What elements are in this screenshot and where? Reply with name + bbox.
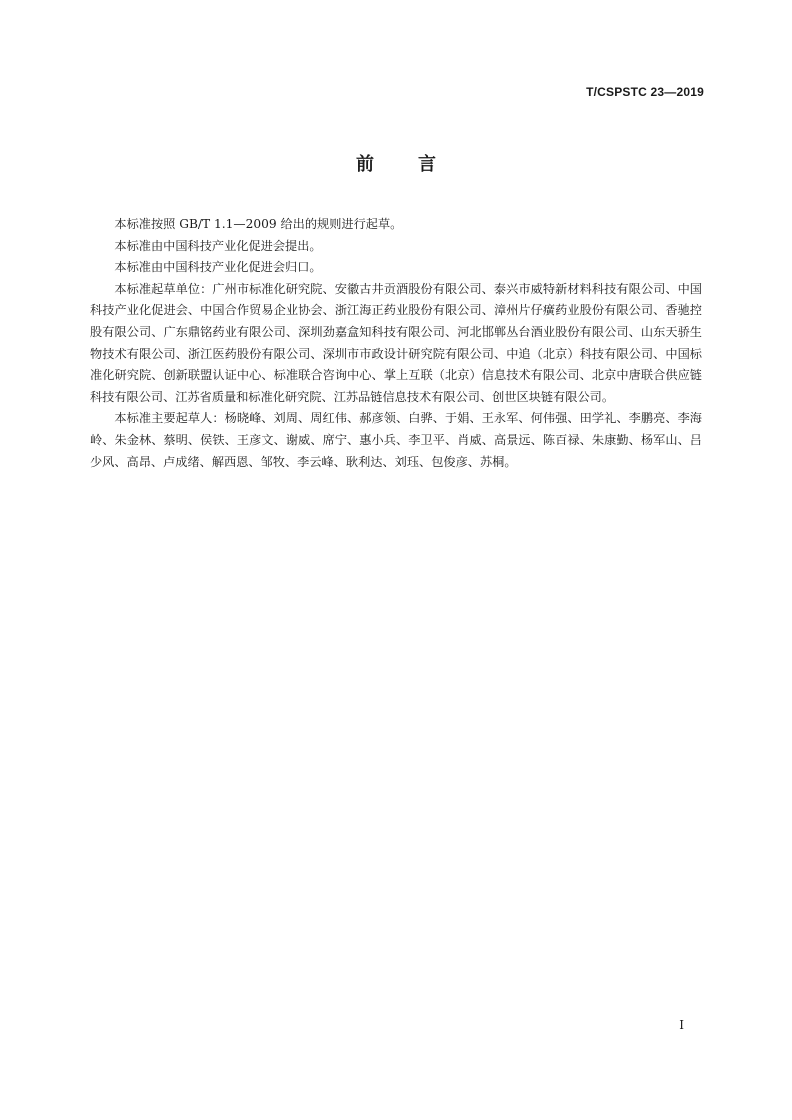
paragraph-main-drafters: 本标准主要起草人：杨晓峰、刘周、周红伟、郝彦领、白骅、于娟、王永军、何伟强、田学礼、李鹏亮、李海岭、朱金林、蔡明、侯铁、王彦文、谢威、席宁、惠小兵、李卫平、肖威、高景远、陈百禄、朱康勤、杨军山、吕少风、高昂、卢成绪、解西恩、邹牧、李云峰、耿利达、刘珏、包俊彦、苏桐。 <box>90 411 702 469</box>
paragraph-proposer: 本标准由中国科技产业化促进会提出。 <box>114 238 322 253</box>
page-title-char-1: 前 <box>356 154 374 175</box>
page-title <box>0 150 792 176</box>
standard-code: T/CSPSTC 23—2019 <box>586 85 704 99</box>
paragraph-drafting-rules: 本标准按照 GB/T 1.1—2009 给出的规则进行起草。 <box>114 217 403 231</box>
page-number: I <box>679 1018 684 1032</box>
foreword-body <box>90 214 702 473</box>
page-title-char-2: 言 <box>418 154 436 175</box>
paragraph-administrator: 本标准由中国科技产业化促进会归口。 <box>114 260 322 275</box>
paragraph-drafting-units: 本标准起草单位：广州市标准化研究院、安徽古井贡酒股份有限公司、泰兴市威特新材料科技有限公司、中国科技产业化促进会、中国合作贸易企业协会、浙江海正药业股份有限公司、漳州片仔癀药业股份有限公司、香驰控股有限公司、广东鼎铭药业有限公司、深圳劲嘉盒知科技有限公司、河北邯郸丛台酒业股份有限公司、山东天骄生物技术有限公司、浙江医药股份有限公司、深圳市市政设计研究院有限公司、中追（北京）科技有限公司、中国标准化研究院、创新联盟认证中心、标准联合咨询中心、掌上互联（北京）信息技术有限公司、北京中唐联合供应链科技有限公司、江苏省质量和标准化研究院、江苏品链信息技术有限公司、创世区块链有限公司。 <box>90 281 702 404</box>
